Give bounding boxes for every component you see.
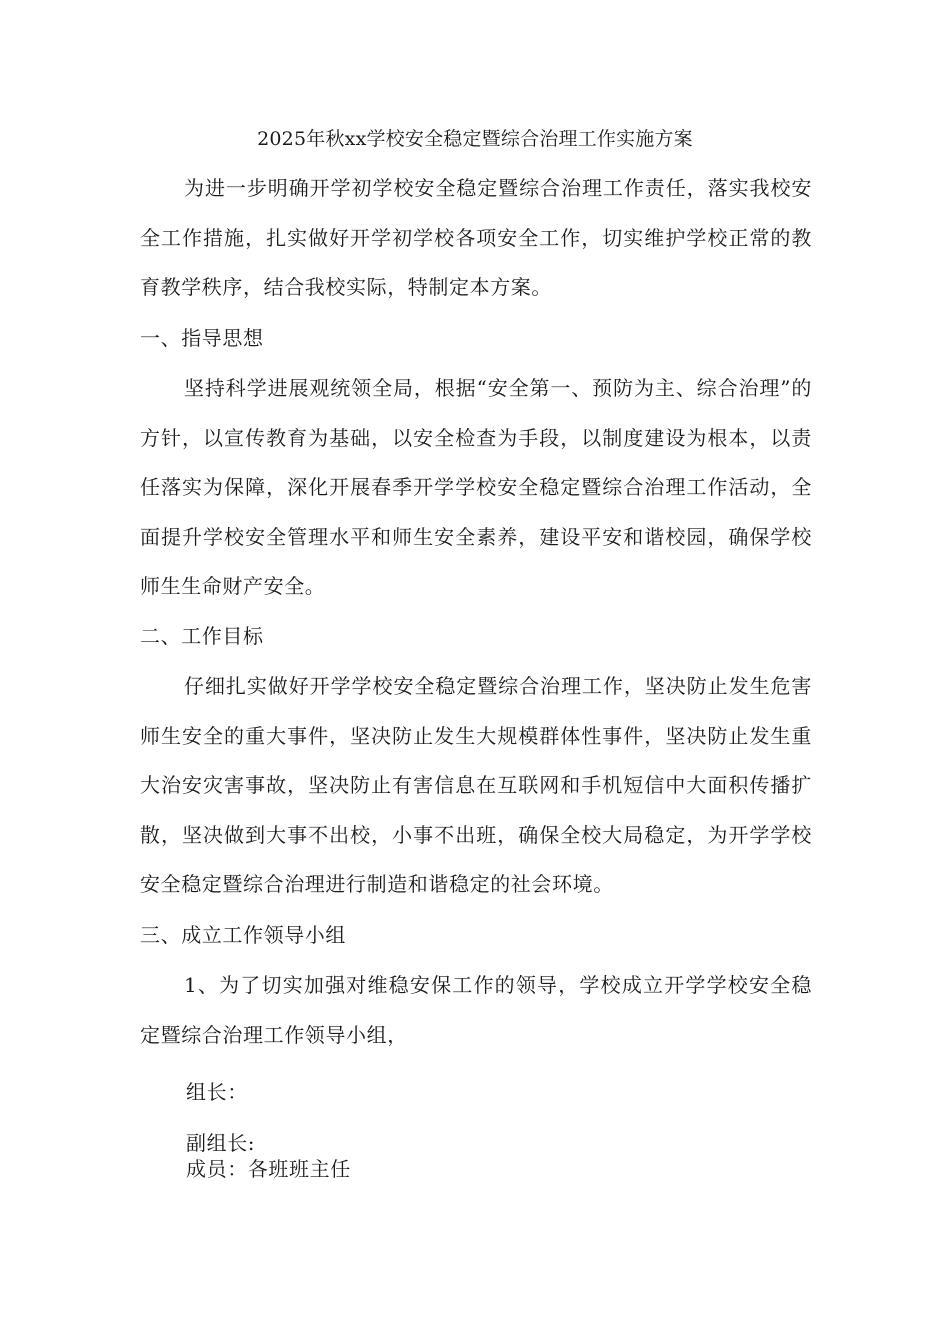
section-body-leading-group: 1、为了切实加强对维稳安保工作的领导，学校成立开学学校安全稳定暨综合治理工作领导小组， xyxy=(140,973,812,1047)
group-vice-leader-line: 副组长: xyxy=(186,1131,256,1155)
intro-paragraph: 为进一步明确开学初学校安全稳定暨综合治理工作责任，落实我校安全工作措施，扎实做好开学初学校各项安全工作，切实维护学校正常的教育教学秩序，结合我校实际，特制定本方案。 xyxy=(140,176,812,299)
group-leader-line: 组长： xyxy=(186,1080,248,1104)
section-body-work-goals: 仔细扎实做好开学学校安全稳定暨综合治理工作，坚决防止发生危害师生安全的重大事件，坚决防止发生大规模群体性事件，坚决防止发生重大治安灾害事故，坚决防止有害信息在互联网和手机短信中大面积传播扩散，坚决做到大事不出校，小事不出班，确保全校大局稳定，为开学学校安全稳定暨综合治理进行制造和谐稳定的社会环境。 xyxy=(140,674,812,896)
section-heading-work-goals: 二、工作目标 xyxy=(140,624,264,648)
section-heading-guiding-ideology: 一、指导思想 xyxy=(140,326,264,350)
document-title: 2025年秋xx学校安全稳定暨综合治理工作实施方案 xyxy=(257,128,693,150)
group-members-line: 成员：各班班主任 xyxy=(186,1157,351,1181)
section-body-guiding-ideology: 坚持科学进展观统领全局，根据“安全第一、预防为主、综合治理”的方针，以宣传教育为基础，以安全检查为手段，以制度建设为根本，以责任落实为保障，深化开展春季开学学校安全稳定暨综合治理工作活动，全面提升学校安全管理水平和师生安全素养，建设平安和谐校园，确保学校师生生命财产安全。 xyxy=(140,376,812,598)
section-heading-leading-group: 三、成立工作领导小组 xyxy=(140,923,346,947)
